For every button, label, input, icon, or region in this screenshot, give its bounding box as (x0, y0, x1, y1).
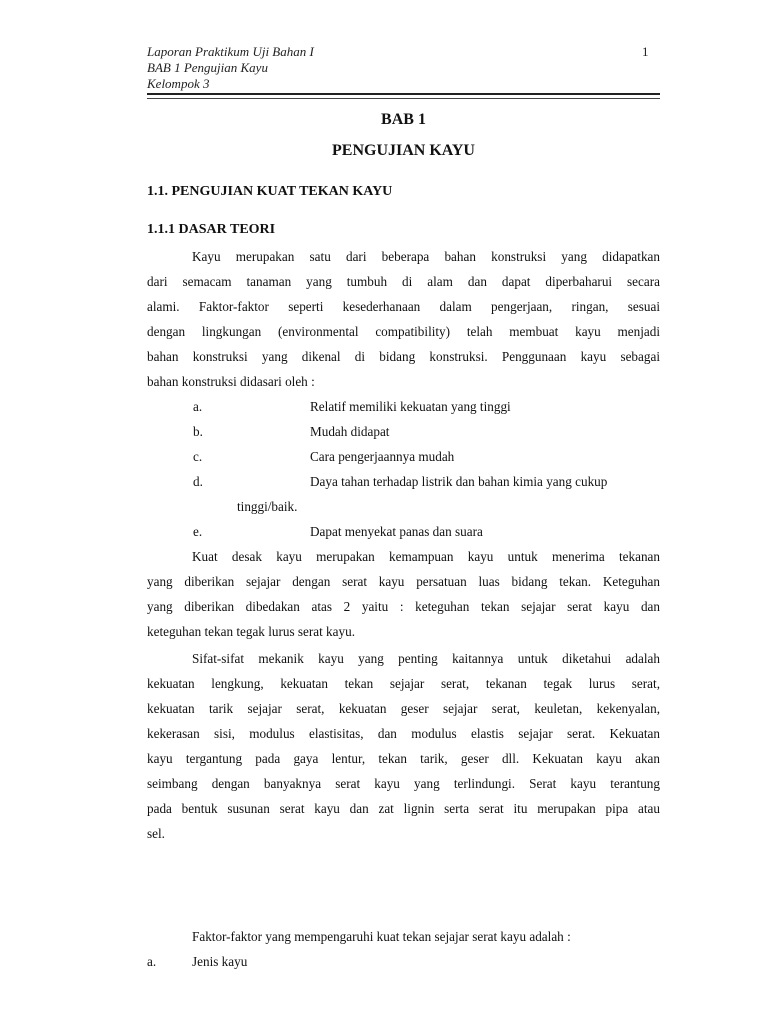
para3-line: seimbang dengan banyaknya serat kayu yang terlindungi. Serat kayu terantung (147, 776, 660, 791)
para2-line: keteguhan tekan tegak lurus serat kayu. (147, 624, 355, 639)
para3-line: Sifat-sifat mekanik kayu yang penting kaitannya untuk diketahui adalah (192, 651, 660, 666)
list-item-letter: c. (193, 449, 203, 464)
list-item-text: Dapat menyekat panas dan suara (310, 524, 483, 539)
header-rule-thick (147, 93, 660, 95)
list-item-text: Mudah didapat (310, 424, 390, 439)
list-item-letter: b. (193, 424, 203, 439)
section-heading: 1.1. PENGUJIAN KUAT TEKAN KAYU (147, 184, 393, 199)
list-item-letter: d. (193, 474, 203, 489)
chapter-number: BAB 1 (381, 111, 426, 128)
header-chapter: BAB 1 Pengujian Kayu (147, 60, 268, 75)
para2-line: yang diberikan dibedakan atas 2 yaitu : keteguhan tekan sejajar serat kayu dan (147, 599, 660, 614)
list-item-text: Daya tahan terhadap listrik dan bahan kimia yang cukup (310, 474, 608, 489)
para1-line: dari semacam tanaman yang tumbuh di alam dan dapat diperbaharui secara (147, 274, 660, 289)
para1-line: Kayu merupakan satu dari beberapa bahan konstruksi yang didapatkan (192, 249, 660, 264)
para3-line: kayu tergantung pada gaya lentur, tekan tarik, geser dll. Kekuatan kayu akan (147, 751, 660, 766)
header-report-title: Laporan Praktikum Uji Bahan I (147, 44, 314, 59)
para1-line: bahan konstruksi didasari oleh : (147, 374, 315, 389)
factors-item-letter: a. (147, 954, 157, 969)
list-item-text: Cara pengerjaannya mudah (310, 449, 455, 464)
para2-line: yang diberikan sejajar dengan serat kayu persatuan luas bidang tekan. Keteguhan (147, 574, 660, 589)
page-number: 1 (642, 44, 649, 59)
header-group: Kelompok 3 (147, 76, 210, 91)
subsection-heading: 1.1.1 DASAR TEORI (147, 222, 276, 237)
para1-line: alami. Faktor-faktor seperti kesederhanaan dalam pengerjaan, ringan, sesuai (147, 299, 660, 314)
chapter-title: PENGUJIAN KAYU (332, 142, 475, 159)
list-item-text: Relatif memiliki kekuatan yang tinggi (310, 399, 511, 414)
list-item-continuation: tinggi/baik. (237, 499, 298, 514)
header-rule-thin (147, 98, 660, 99)
para3-line: kekuatan tarik sejajar serat, kekuatan geser sejajar serat, keuletan, kekenyalan, (147, 701, 660, 716)
para1-line: bahan konstruksi yang dikenal di bidang konstruksi. Penggunaan kayu sebagai (147, 349, 660, 364)
factors-intro: Faktor-faktor yang mempengaruhi kuat tekan sejajar serat kayu adalah : (192, 929, 571, 944)
para1-line: dengan lingkungan (environmental compatibility) telah membuat kayu menjadi (147, 324, 660, 339)
para3-line: sel. (147, 826, 165, 841)
list-item-letter: a. (193, 399, 203, 414)
para3-line: kekerasan sisi, modulus elastisitas, dan modulus elastis sejajar serat. Kekuatan (147, 726, 660, 741)
para2-line: Kuat desak kayu merupakan kemampuan kayu untuk menerima tekanan (192, 549, 660, 564)
factors-item-text: Jenis kayu (192, 954, 248, 969)
para3-line: kekuatan lengkung, kekuatan tekan sejajar serat, tekanan tegak lurus serat, (147, 676, 660, 691)
para3-line: pada bentuk susunan serat kayu dan zat lignin serta serat itu merupakan pipa atau (147, 801, 660, 816)
list-item-letter: e. (193, 524, 203, 539)
